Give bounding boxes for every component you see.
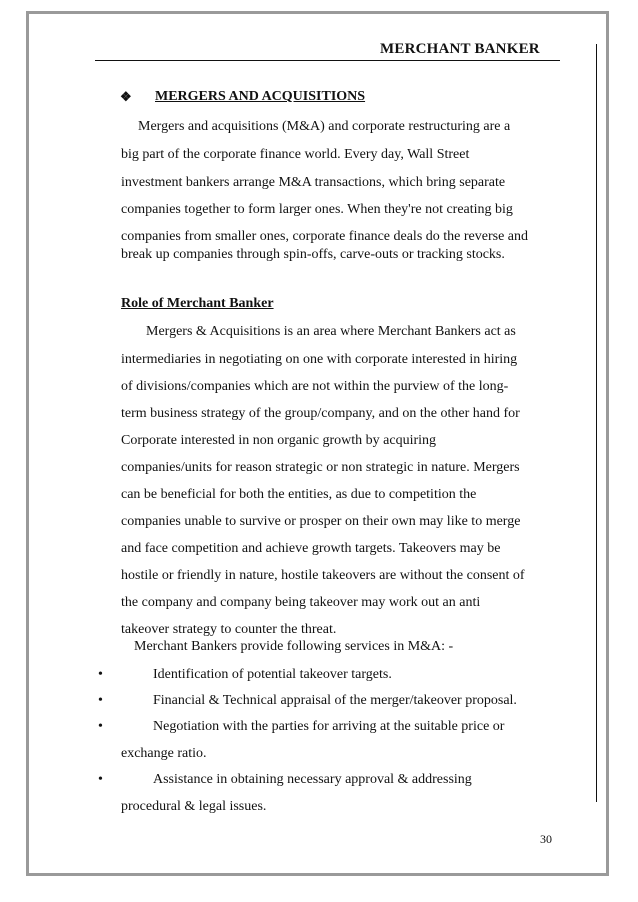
paragraph-line: investment bankers arrange M&A transactions, which bring separate (121, 175, 506, 190)
list-bullet-icon: • (98, 772, 103, 787)
paragraph-line: companies unable to survive or prosper on their own may like to merge (121, 514, 521, 529)
paragraph-line: big part of the corporate finance world. Every day, Wall Street (121, 147, 470, 162)
paragraph-line: companies together to form larger ones. When they're not creating big (121, 202, 513, 217)
page-number: 30 (540, 832, 552, 846)
list-item: Financial & Technical appraisal of the merger/takeover proposal. (153, 693, 517, 708)
list-item: Assistance in obtaining necessary approval & addressing (153, 772, 472, 787)
list-item: Negotiation with the parties for arriving at the suitable price or (153, 719, 505, 734)
list-bullet-icon: • (98, 693, 103, 708)
paragraph-line: companies/units for reason strategic or non strategic in nature. Mergers (121, 460, 520, 475)
diamond-bullet-icon: ❖ (120, 89, 132, 104)
paragraph-line: companies from smaller ones, corporate finance deals do the reverse and (121, 229, 528, 244)
list-item-continuation: exchange ratio. (121, 746, 207, 761)
paragraph-line: of divisions/companies which are not within the purview of the long- (121, 379, 509, 394)
paragraph-line: Corporate interested in non organic growth by acquiring (121, 433, 437, 448)
paragraph-line: term business strategy of the group/company, and on the other hand for (121, 406, 520, 421)
margin-rule (596, 44, 597, 802)
paragraph-line: hostile or friendly in nature, hostile takeovers are without the consent of (121, 568, 525, 583)
header-rule (95, 60, 560, 61)
paragraph-line: takeover strategy to counter the threat. (121, 622, 337, 637)
services-intro: Merchant Bankers provide following services in M&A: - (134, 639, 454, 654)
paragraph-line: intermediaries in negotiating on one with corporate interested in hiring (121, 352, 518, 367)
list-item: Identification of potential takeover targets. (153, 667, 392, 682)
paragraph-line: and face competition and achieve growth targets. Takeovers may be (121, 541, 501, 556)
subheading: Role of Merchant Banker (121, 296, 274, 311)
paragraph-line: Mergers & Acquisitions is an area where Merchant Bankers act as (146, 324, 516, 339)
paragraph-line: break up companies through spin-offs, carve-outs or tracking stocks. (121, 247, 505, 262)
list-bullet-icon: • (98, 667, 103, 682)
paragraph-line: can be beneficial for both the entities, as due to competition the (121, 487, 477, 502)
paragraph-line: Mergers and acquisitions (M&A) and corporate restructuring are a (138, 119, 511, 134)
paragraph-line: the company and company being takeover may work out an anti (121, 595, 481, 610)
list-item-continuation: procedural & legal issues. (121, 799, 267, 814)
list-bullet-icon: • (98, 719, 103, 734)
section-heading-text: MERGERS AND ACQUISITIONS (155, 89, 366, 104)
running-header: MERCHANT BANKER (380, 41, 540, 57)
